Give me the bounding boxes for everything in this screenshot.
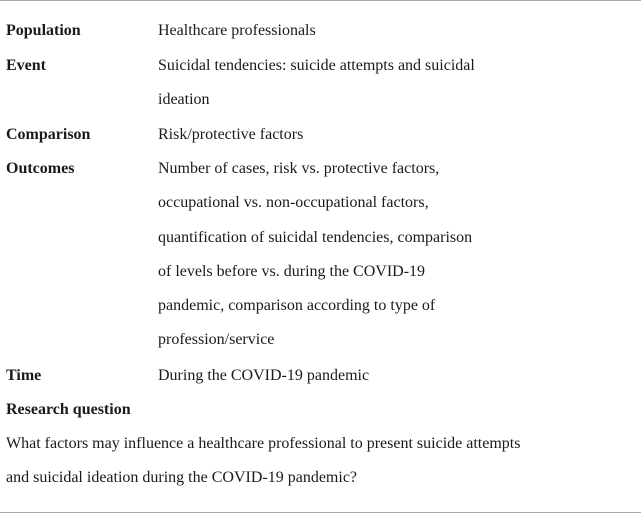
table-bottom-rule: [0, 512, 641, 513]
value-line: Suicidal tendencies: suicide attempts and suicidal: [158, 57, 475, 74]
row-value-comparison: [158, 118, 558, 152]
value-line: Number of cases, risk vs. protective factors,: [158, 160, 440, 177]
row-label-time: Time: [6, 367, 42, 384]
value-line: profession/service: [158, 331, 275, 349]
value-line: quantification of suicidal tendencies, comparison: [158, 228, 473, 246]
value-line: ideation: [158, 91, 210, 109]
row-value-event: [158, 49, 558, 118]
research-question-text: [6, 427, 638, 495]
value-line: During the COVID-19 pandemic: [158, 367, 370, 384]
value-line: of levels before vs. during the COVID-19: [158, 262, 426, 280]
row-label-population: Population: [6, 22, 81, 39]
value-line: Healthcare professionals: [158, 22, 316, 39]
research-question-label: Research question: [6, 401, 131, 418]
row-label-comparison: Comparison: [6, 126, 91, 143]
row-value-time: [158, 359, 558, 393]
value-line: occupational vs. non-occupational factors,: [158, 194, 429, 212]
row-label-event: Event: [6, 57, 46, 74]
question-line: What factors may influence a healthcare professional to present suicide attempts: [6, 435, 521, 452]
table-top-rule: [0, 0, 641, 1]
row-value-population: [158, 14, 558, 48]
row-value-outcomes: [158, 152, 558, 358]
question-line: and suicidal ideation during the COVID-19 pandemic?: [6, 469, 358, 486]
value-line: Risk/protective factors: [158, 126, 304, 143]
value-line: pandemic, comparison according to type of: [158, 297, 436, 315]
row-label-outcomes: Outcomes: [6, 160, 75, 177]
